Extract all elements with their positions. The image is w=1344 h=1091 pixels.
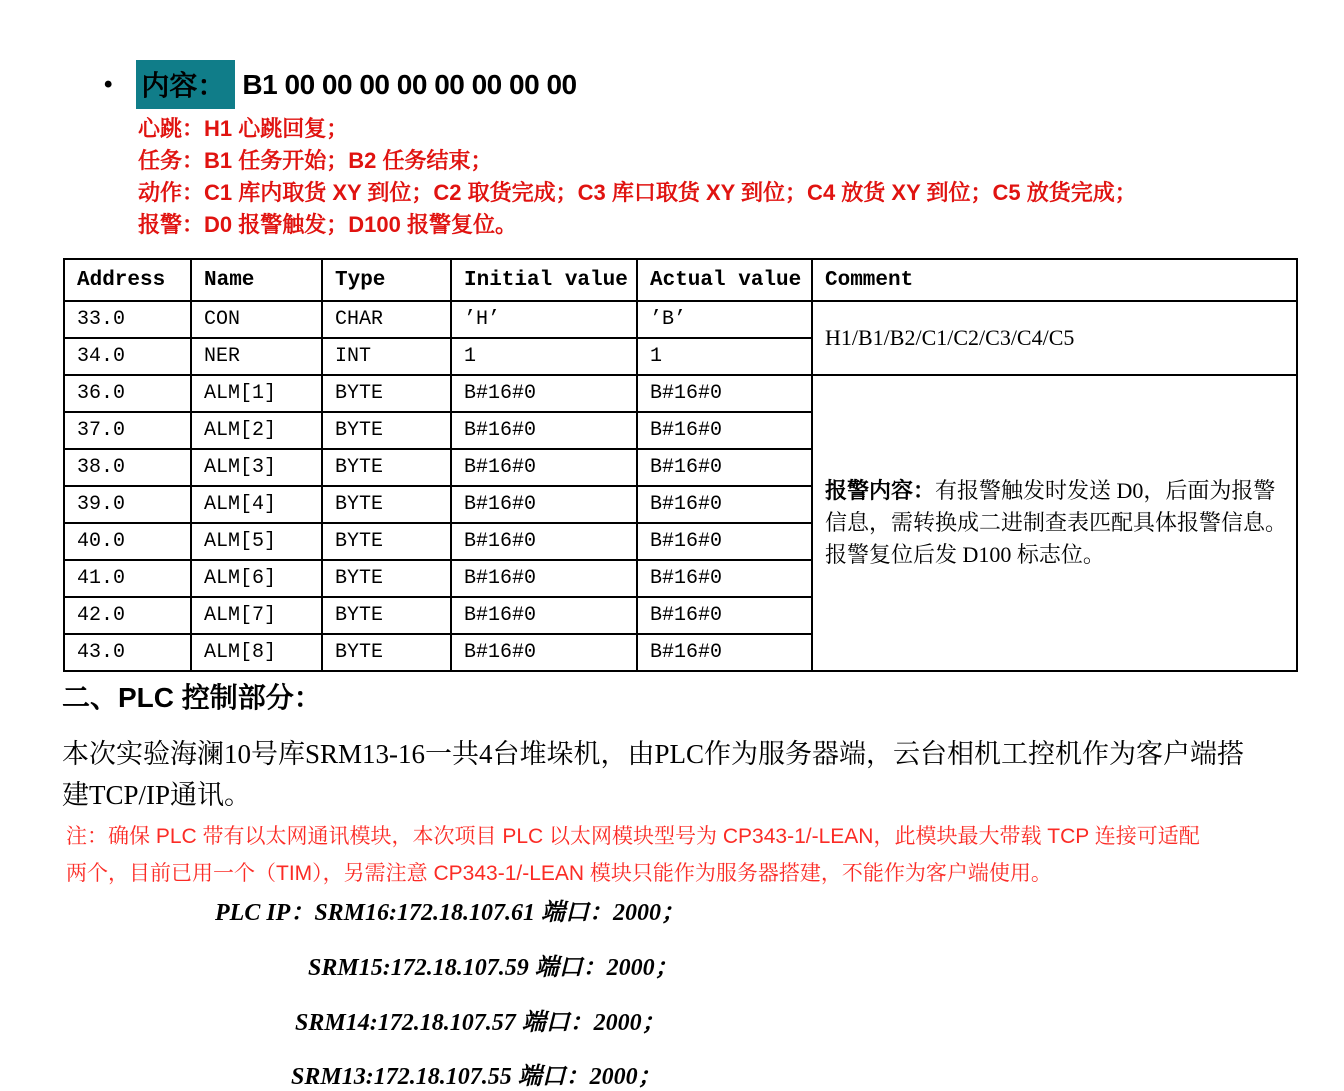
cell-type: INT — [322, 338, 451, 375]
cell-name: ALM[7] — [191, 597, 322, 634]
cell-address: 34.0 — [64, 338, 191, 375]
cell-name: ALM[5] — [191, 523, 322, 560]
cell-name: ALM[4] — [191, 486, 322, 523]
protocol-notes — [138, 113, 1137, 241]
cell-address: 33.0 — [64, 301, 191, 338]
cell-address: 41.0 — [64, 560, 191, 597]
cell-address: 43.0 — [64, 634, 191, 671]
column-header-type: Type — [322, 259, 451, 301]
plc-ip-srm16: PLC IP：SRM16:172.18.107.61 端口：2000； — [215, 900, 686, 926]
cell-name: ALM[2] — [191, 412, 322, 449]
heartbeat-line: 心跳：H1 心跳回复； — [138, 116, 349, 141]
cell-initial: 1 — [451, 338, 637, 375]
plc-ip-srm15: SRM15:172.18.107.59 端口：2000； — [308, 955, 679, 981]
column-header-address: Address — [64, 259, 191, 301]
section-heading: 二、PLC 控制部分： — [62, 682, 322, 713]
body-paragraph: 本次实验海澜10号库SRM13-16一共4台堆垛机，由PLC作为服务器端，云台相机工控机作为客户端搭建TCP/IP通讯。 — [62, 739, 1245, 810]
alarm-line: 报警：D0 报警触发；D100 报警复位。 — [138, 212, 517, 237]
cell-type: BYTE — [322, 523, 451, 560]
cell-initial: B#16#0 — [451, 597, 637, 634]
table-header-row — [64, 259, 1297, 301]
cell-name: ALM[8] — [191, 634, 322, 671]
column-header-actual: Actual value — [637, 259, 812, 301]
cell-type: BYTE — [322, 560, 451, 597]
content-value: B1 00 00 00 00 00 00 00 00 — [242, 68, 577, 100]
cell-actual: B#16#0 — [637, 412, 812, 449]
cell-type: BYTE — [322, 449, 451, 486]
cell-comment-merged-1: H1/B1/B2/C1/C2/C3/C4/C5 — [812, 301, 1297, 375]
cell-type: BYTE — [322, 597, 451, 634]
cell-initial: ’H’ — [451, 301, 637, 338]
cell-actual: B#16#0 — [637, 449, 812, 486]
cell-initial: B#16#0 — [451, 486, 637, 523]
column-header-comment: Comment — [812, 259, 1297, 301]
bullet-icon: • — [104, 70, 113, 98]
cell-type: CHAR — [322, 301, 451, 338]
cell-address: 37.0 — [64, 412, 191, 449]
content-highlight-label: 内容： — [136, 60, 235, 109]
red-note-line-1: 注：确保 PLC 带有以太网通讯模块，本次项目 PLC 以太网模块型号为 CP343-1/-LEAN，此模块最大带载 TCP 连接可适配 — [66, 825, 1200, 848]
cell-actual: B#16#0 — [637, 523, 812, 560]
cell-type: BYTE — [322, 375, 451, 412]
cell-name: ALM[6] — [191, 560, 322, 597]
cell-initial: B#16#0 — [451, 523, 637, 560]
cell-address: 38.0 — [64, 449, 191, 486]
alarm-comment-paragraph-2: 报警复位后发 D100 标志位。 — [825, 541, 1105, 567]
cell-address: 36.0 — [64, 375, 191, 412]
cell-actual: B#16#0 — [637, 597, 812, 634]
cell-name: ALM[1] — [191, 375, 322, 412]
column-header-initial: Initial value — [451, 259, 637, 301]
alarm-comment-lead: 报警内容： — [825, 478, 936, 504]
red-note — [66, 818, 1336, 892]
table-row — [64, 375, 1297, 412]
cell-initial: B#16#0 — [451, 634, 637, 671]
cell-initial: B#16#0 — [451, 560, 637, 597]
cell-type: BYTE — [322, 634, 451, 671]
cell-name: NER — [191, 338, 322, 375]
plc-variable-table — [63, 258, 1298, 672]
cell-type: BYTE — [322, 412, 451, 449]
cell-actual: B#16#0 — [637, 634, 812, 671]
plc-ip-srm13: SRM13:172.18.107.55 端口：2000； — [291, 1064, 662, 1090]
cell-address: 39.0 — [64, 486, 191, 523]
cell-name: ALM[3] — [191, 449, 322, 486]
cell-initial: B#16#0 — [451, 375, 637, 412]
cell-address: 42.0 — [64, 597, 191, 634]
task-line: 任务：B1 任务开始；B2 任务结束； — [138, 148, 493, 173]
cell-initial: B#16#0 — [451, 412, 637, 449]
red-note-line-2: 两个，目前已用一个（TIM），另需注意 CP343-1/-LEAN 模块只能作为服务器搭建，不能作为客户端使用。 — [66, 862, 1052, 885]
content-headline — [104, 60, 577, 109]
cell-actual: B#16#0 — [637, 486, 812, 523]
cell-actual: B#16#0 — [637, 560, 812, 597]
cell-name: CON — [191, 301, 322, 338]
cell-actual: 1 — [637, 338, 812, 375]
cell-initial: B#16#0 — [451, 449, 637, 486]
column-header-name: Name — [191, 259, 322, 301]
cell-actual: ’B’ — [637, 301, 812, 338]
alarm-comment-paragraph-1 — [825, 475, 1288, 539]
plc-ip-srm14: SRM14:172.18.107.57 端口：2000； — [295, 1010, 666, 1036]
cell-type: BYTE — [322, 486, 451, 523]
cell-comment-merged-2 — [812, 375, 1297, 671]
action-line: 动作：C1 库内取货 XY 到位；C2 取货完成；C3 库口取货 XY 到位；C4 放货 XY 到位；C5 放货完成； — [138, 180, 1137, 205]
alarm-comment-text: 有报警触发时发送 D0，后面为报警信息，需转换成二进制查表匹配具体报警信息。 — [825, 478, 1288, 536]
table-row — [64, 301, 1297, 338]
cell-actual: B#16#0 — [637, 375, 812, 412]
cell-address: 40.0 — [64, 523, 191, 560]
